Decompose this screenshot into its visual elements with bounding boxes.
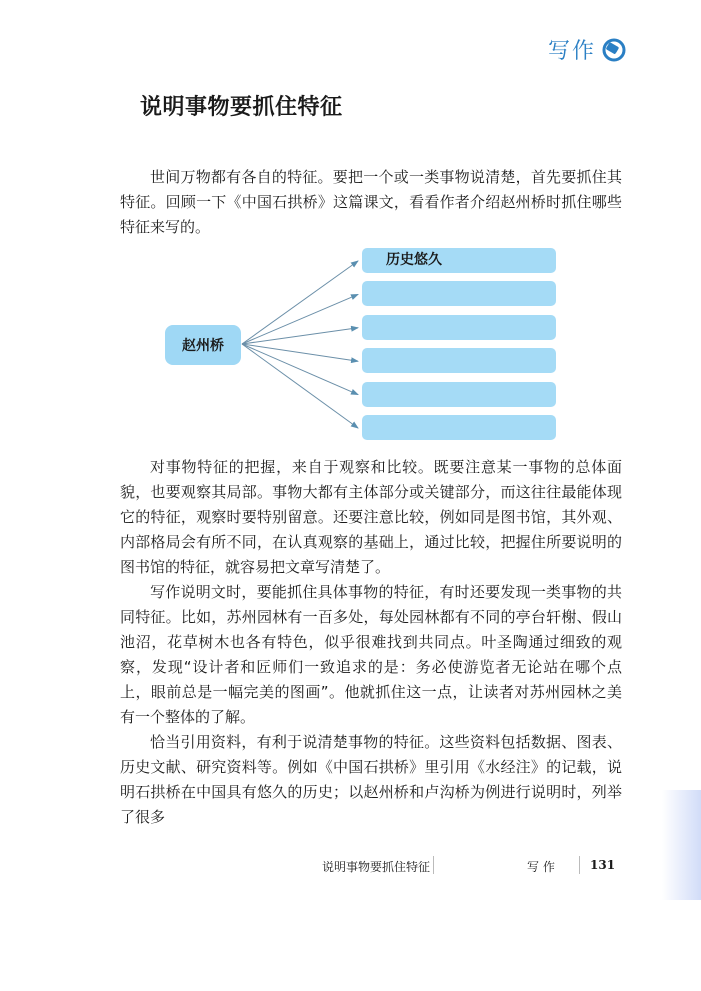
diagram-arrow xyxy=(242,344,358,428)
section-tag xyxy=(548,34,626,65)
diagram-source-box: 赵州桥 xyxy=(165,325,241,365)
page-title: 说明事物要抓住特征 xyxy=(140,95,343,120)
page-edge-tint xyxy=(662,790,701,900)
section-tag-label: 写作 xyxy=(548,39,597,64)
writing-eraser-icon xyxy=(602,38,626,62)
paragraph-common-features: 写作说明文时，要能抓住具体事物的特征，有时还要发现一类事物的共同特征。比如，苏州园林有一百多处，每处园林都有不同的亭台轩榭、假山池沼，花草树木也各有特色，似乎很难找到共同点。叶圣陶通过细致的观察，发现“设计者和匠师们一致追求的是：务必使游览者无论站在哪个点上，眼前总是一幅完美的图画”。他就抓住这一点，让读者对苏州园林之美有一个整体的了解。 xyxy=(120,583,622,726)
diagram-arrow xyxy=(242,344,358,361)
diagram-feature-box xyxy=(362,348,556,373)
diagram-feature-box: 历史悠久 xyxy=(362,248,556,273)
diagram-feature-box xyxy=(362,382,556,407)
diagram-arrow xyxy=(242,294,358,344)
paragraph-observation: 对事物特征的把握，来自于观察和比较。既要注意某一事物的总体面貌，也要观察其局部。事物大都有主体部分或关键部分，而这往往最能体现它的特征，观察时要特别留意。还要注意比较，例如同是图书馆，其外观、内部格局会有所不同，在认真观察的基础上，通过比较，把握住所要说明的图书馆的特征，就容易把文章写清楚了。 xyxy=(120,458,622,576)
page-number: 131 xyxy=(590,858,616,872)
paragraph-citing-sources: 恰当引用资料，有利于说清楚事物的特征。这些资料包括数据、图表、历史文献、研究资料等。例如《中国石拱桥》里引用《水经注》的记载，说明石拱桥在中国具有悠久的历史；以赵州桥和卢沟桥为例进行说明时，列举了很多 xyxy=(120,733,622,826)
footer-divider xyxy=(579,856,580,874)
footer-chapter-title: 说明事物要抓住特征 xyxy=(322,860,431,874)
paragraph-intro: 世间万物都有各自的特征。要把一个或一类事物说清楚，首先要抓住其特征。回顾一下《中国石拱桥》这篇课文，看看作者介绍赵州桥时抓住哪些特征来写的。 xyxy=(120,168,622,236)
diagram-arrow xyxy=(242,328,358,344)
diagram-feature-box xyxy=(362,315,556,340)
diagram-feature-box xyxy=(362,281,556,306)
diagram-arrow xyxy=(242,261,358,344)
footer-section: 写 作 xyxy=(527,860,555,874)
diagram-arrow xyxy=(242,344,358,395)
footer-divider xyxy=(433,856,434,874)
body-text xyxy=(120,455,622,830)
diagram-feature-box xyxy=(362,415,556,440)
